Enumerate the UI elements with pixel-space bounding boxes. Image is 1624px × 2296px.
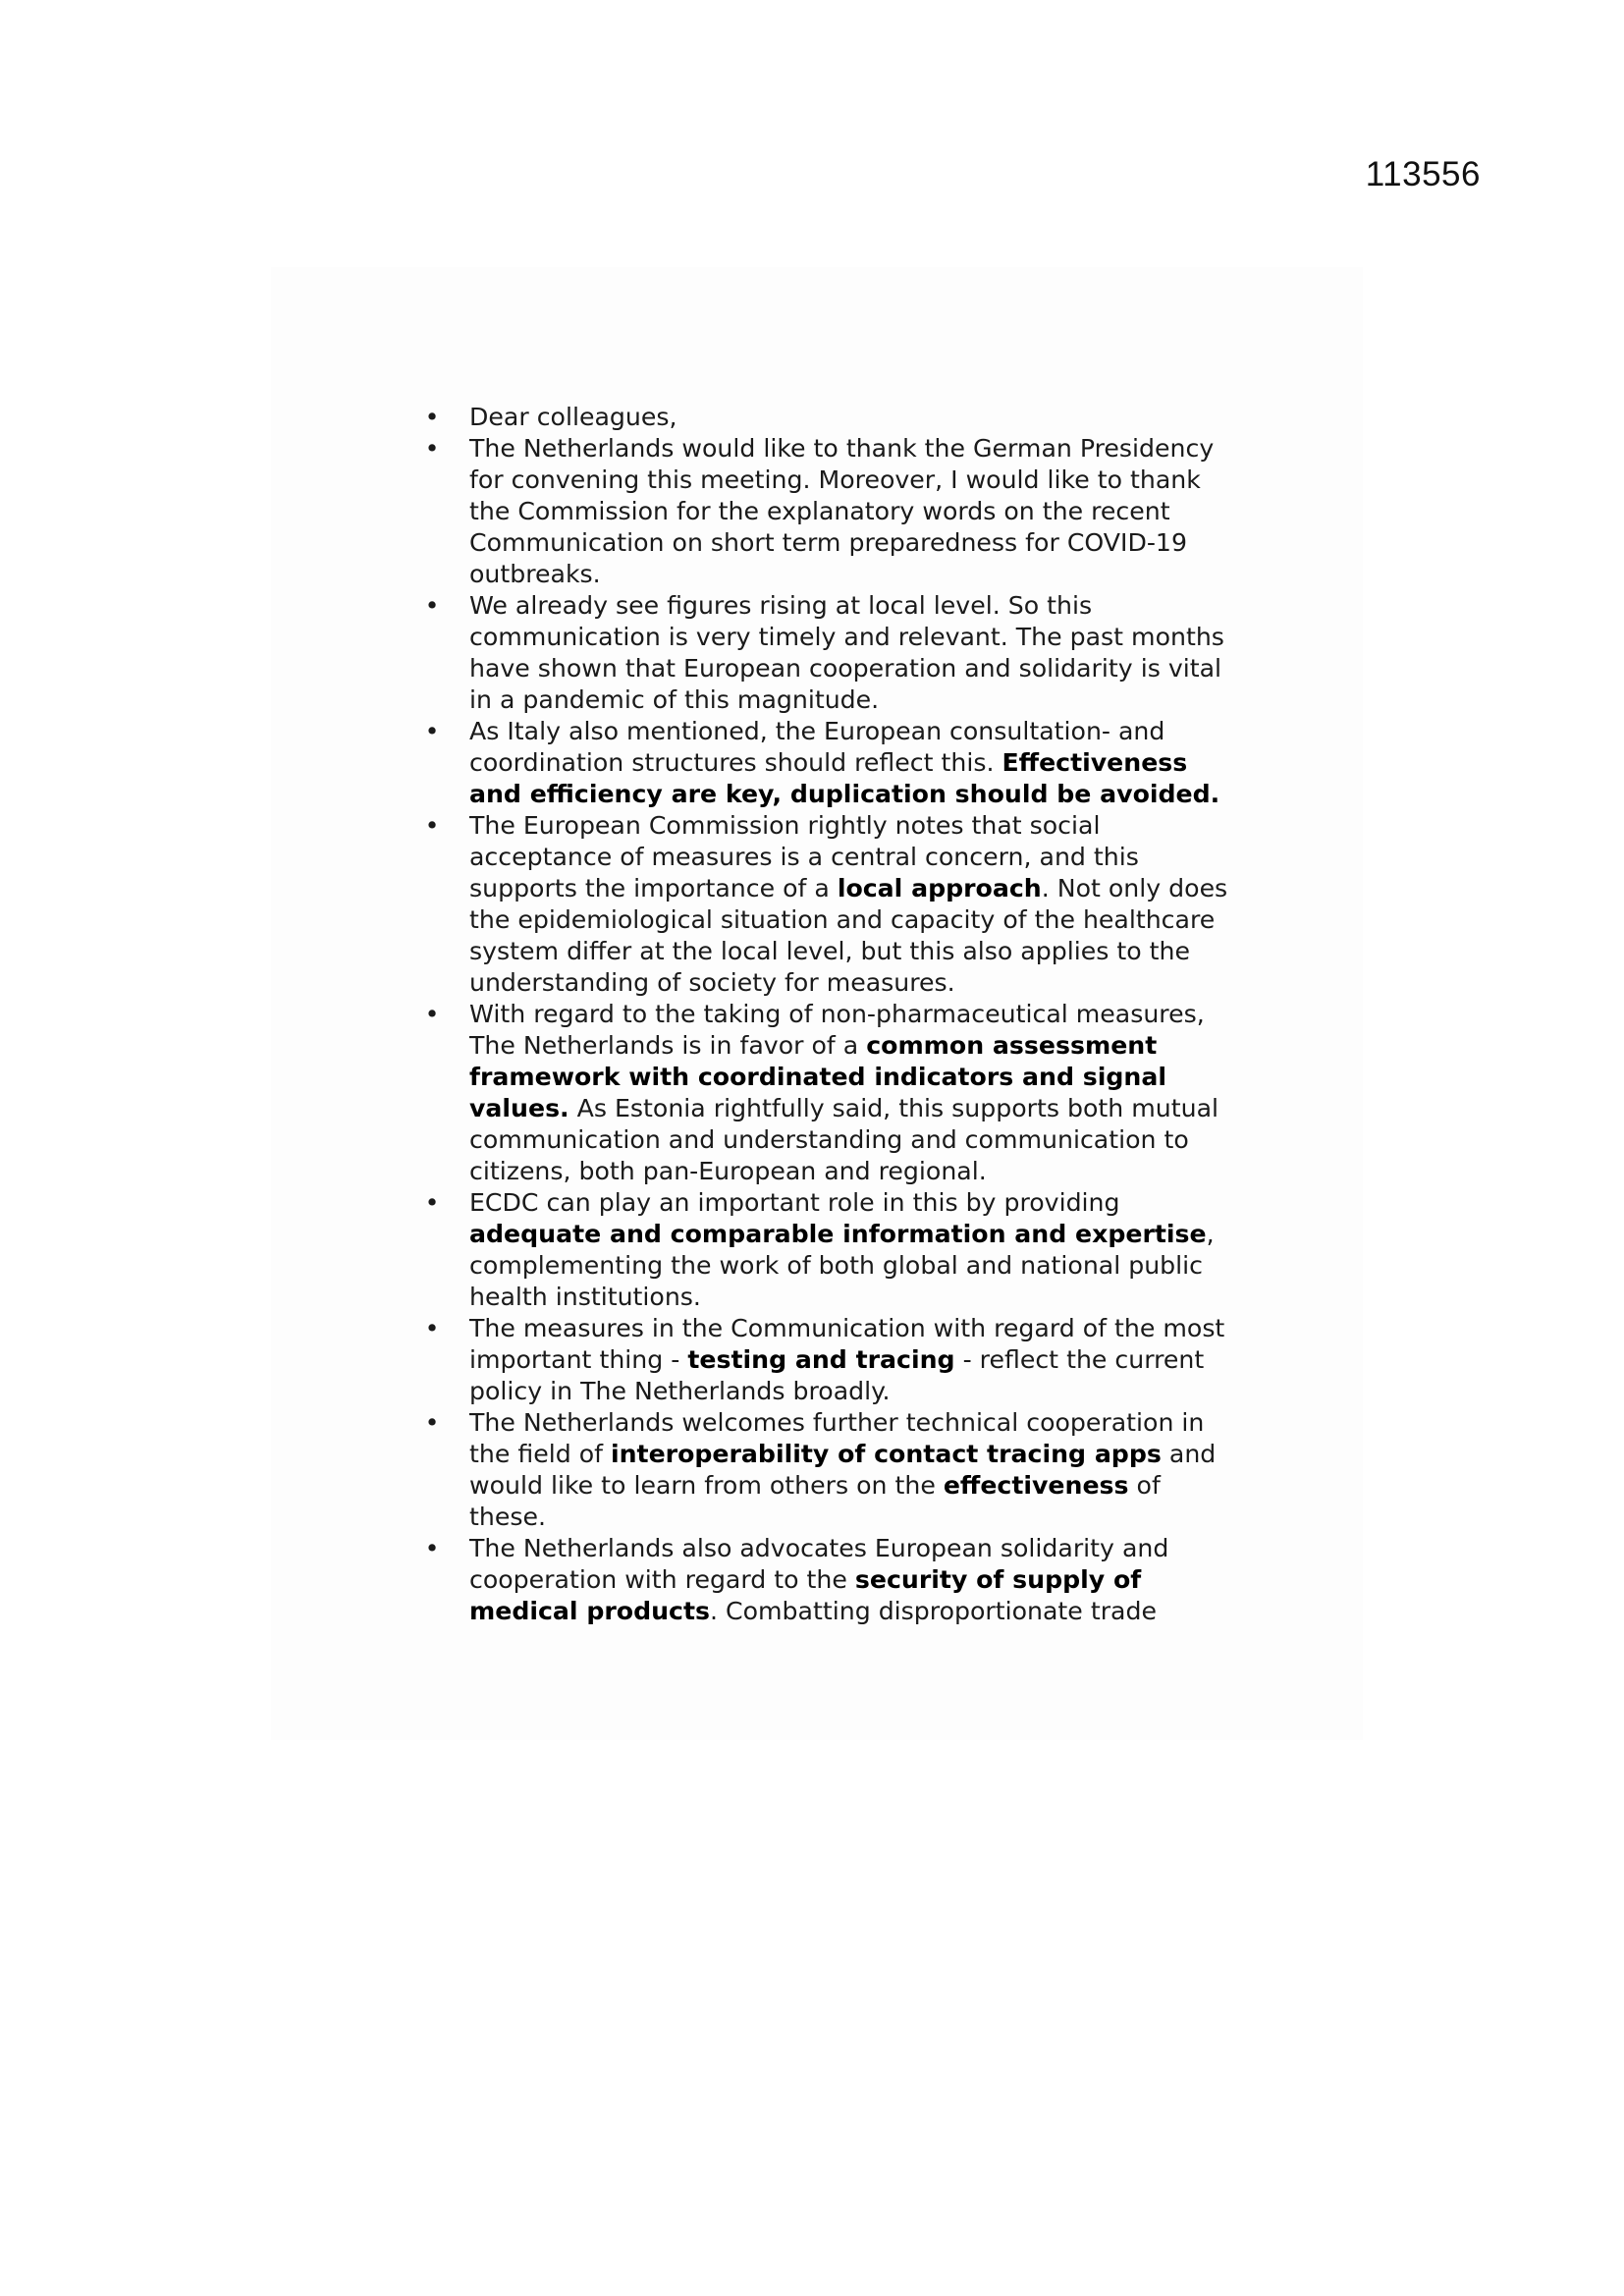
bullet-item (418, 1187, 1243, 1313)
text-run: With regard to the taking of non-pharmaceutical measures, The Netherlands is in favor of a (469, 1000, 1205, 1060)
bold-text-run: effectiveness (943, 1471, 1129, 1500)
bullet-item (418, 402, 1243, 433)
bullet-dot-icon: • (424, 434, 440, 463)
text-run: The Netherlands also advocates European solidarity and cooperation with regard to the (469, 1534, 1169, 1594)
bold-text-run: interoperability of contact tracing apps (610, 1440, 1162, 1468)
bold-text-run: testing and tracing (687, 1345, 955, 1374)
bold-text-run: Effectiveness and efficiency are key, duplication should be avoided. (469, 748, 1220, 808)
bold-text-run: security of supply of medical products (469, 1565, 1142, 1625)
text-run: . Combatting disproportionate trade (710, 1597, 1157, 1625)
bullet-list (418, 402, 1243, 1627)
bullet-item (418, 590, 1243, 716)
bullet-item (418, 1313, 1243, 1407)
bullet-item (418, 1407, 1243, 1533)
text-run: The measures in the Communication with regard of the most important thing - (469, 1314, 1225, 1374)
text-run: As Italy also mentioned, the European consultation- and coordination structures should reflect this. (469, 717, 1165, 777)
text-run: of these. (469, 1471, 1161, 1531)
bullet-dot-icon: • (424, 591, 440, 620)
document-number: 113556 (1365, 155, 1481, 193)
bullet-item (418, 433, 1243, 590)
bold-text-run: local approach (837, 874, 1042, 902)
bullet-item (418, 716, 1243, 810)
bullet-item (418, 810, 1243, 999)
text-run: The Netherlands would like to thank the German Presidency for convening this meeting. Moreover, I would like to thank the Commission for the explanatory words on the recent Communication on short term preparedness for COVID-19 outbreaks. (469, 434, 1215, 588)
text-run: The Netherlands welcomes further technical cooperation in the field of (469, 1408, 1205, 1468)
text-run: and would like to learn from others on the (469, 1440, 1217, 1500)
bullet-dot-icon: • (424, 1534, 440, 1562)
bold-text-run: adequate and comparable information and expertise (469, 1220, 1207, 1248)
text-run: Dear colleagues, (469, 403, 677, 431)
bullet-dot-icon: • (424, 1000, 440, 1028)
bullet-dot-icon: • (424, 717, 440, 745)
text-run: . Not only does the epidemiological situation and capacity of the healthcare system differ at the local level, but this also applies to the understanding of society for measures. (469, 874, 1228, 997)
text-run: - reflect the current policy in The Netherlands broadly. (469, 1345, 1205, 1405)
text-run: ECDC can play an important role in this by providing (469, 1188, 1120, 1217)
bullet-dot-icon: • (424, 403, 440, 431)
text-run: The European Commission rightly notes that social acceptance of measures is a central concern, and this supports the importance of a (469, 811, 1139, 902)
bold-text-run: common assessment framework with coordinated indicators and signal values. (469, 1031, 1166, 1122)
bullet-dot-icon: • (424, 1314, 440, 1342)
text-run: As Estonia rightfully said, this supports both mutual communication and understanding and communication to citizens, both pan-European and regional. (469, 1094, 1219, 1185)
bullet-dot-icon: • (424, 811, 440, 840)
text-run: We already see figures rising at local level. So this communication is very timely and relevant. The past months have shown that European cooperation and solidarity is vital in a pandemic of this magnitude. (469, 591, 1224, 714)
bullet-item (418, 999, 1243, 1187)
text-run: , complementing the work of both global and national public health institutions. (469, 1220, 1215, 1311)
bullet-dot-icon: • (424, 1408, 440, 1437)
bullet-item (418, 1533, 1243, 1627)
bullet-dot-icon: • (424, 1188, 440, 1217)
